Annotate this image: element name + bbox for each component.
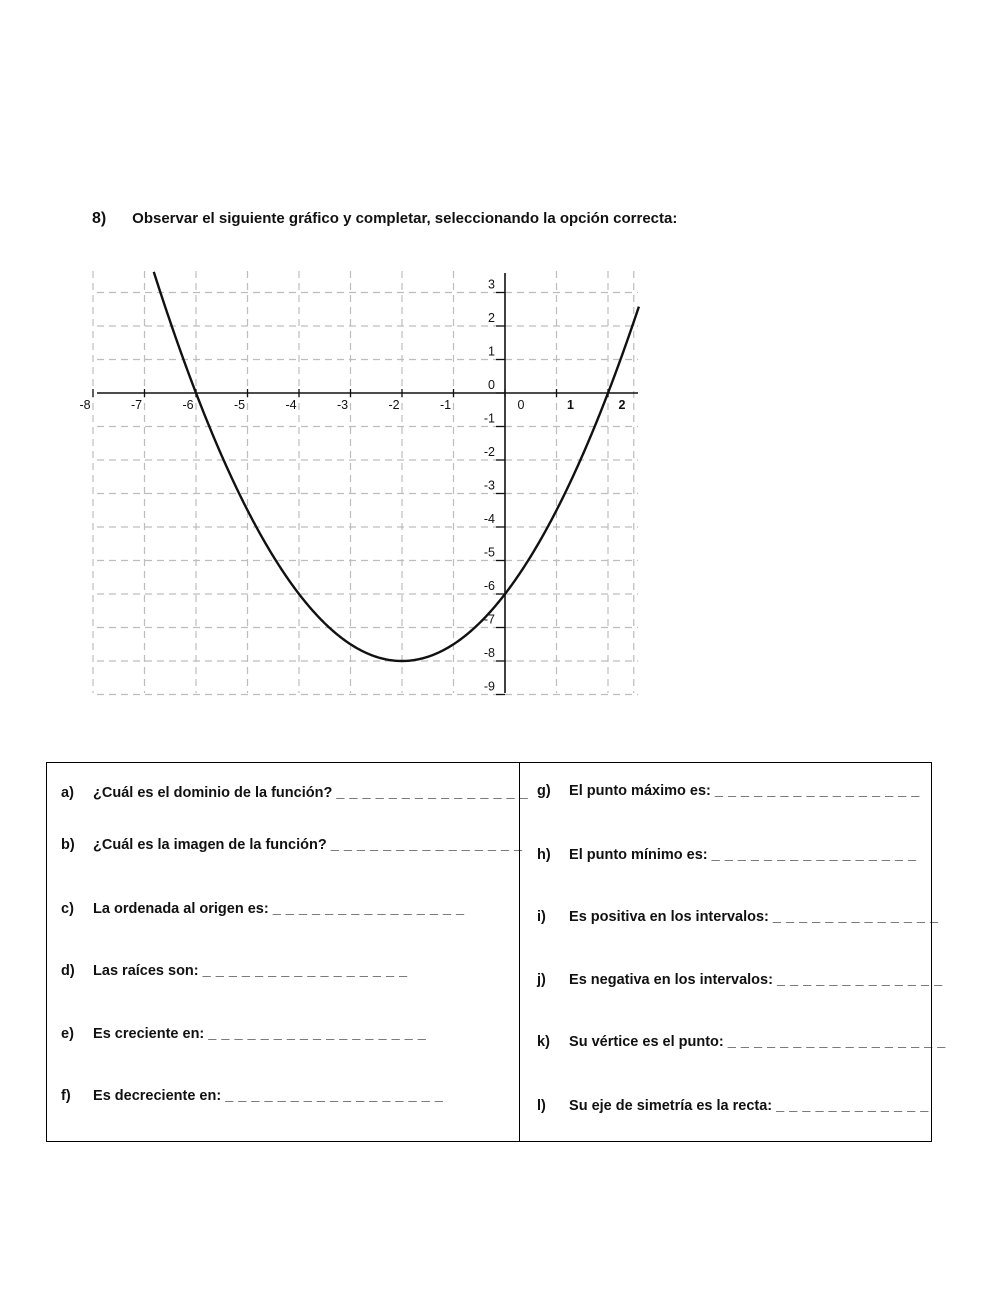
question-label: i): [537, 909, 546, 925]
y-tick-label: 0: [488, 378, 495, 392]
answer-blank[interactable]: _ _ _ _ _ _ _ _ _ _ _ _ _: [776, 972, 943, 988]
questions-table: [46, 762, 946, 1142]
question-c: [61, 901, 465, 917]
x-tick-label: -7: [130, 398, 143, 412]
answer-blank[interactable]: _ _ _ _ _ _ _ _ _ _ _ _ _ _ _: [336, 785, 529, 801]
y-tick-label: -6: [483, 579, 495, 593]
question-text: Es creciente en:: [93, 1026, 209, 1042]
question-h: [537, 847, 917, 863]
question-l: [537, 1098, 929, 1114]
question-i: [537, 909, 939, 925]
answer-blank[interactable]: _ _ _ _ _ _ _ _ _ _ _ _ _ _ _: [330, 837, 523, 853]
question-text: ¿Cuál es el dominio de la función?: [93, 785, 333, 801]
y-tick-label: -7: [483, 612, 495, 627]
question-text: Su eje de simetría es la recta:: [569, 1098, 773, 1114]
parabola-curve: [154, 272, 639, 661]
answer-blank[interactable]: _ _ _ _ _ _ _ _ _ _ _ _ _ _ _ _: [714, 783, 920, 799]
y-tick-label: -5: [483, 545, 495, 560]
parabola-graph: [79, 265, 640, 695]
question-label: h): [537, 847, 551, 863]
x-tick-label: 2: [618, 398, 626, 412]
answer-blank[interactable]: _ _ _ _ _ _ _ _ _ _ _ _ _ _ _ _ _: [727, 1034, 946, 1050]
question-g: [537, 783, 920, 799]
question-text: Es decreciente en:: [93, 1088, 222, 1104]
question-label: f): [61, 1088, 71, 1104]
y-tick-label: -1: [483, 411, 495, 426]
question-e: [61, 1026, 426, 1042]
answer-blank[interactable]: _ _ _ _ _ _ _ _ _ _ _ _: [776, 1098, 929, 1114]
exercise-instruction: Observar el siguiente gráfico y completar, seleccionando la opción correcta:: [132, 210, 678, 227]
x-tick-label: -2: [388, 398, 400, 412]
question-b: [61, 837, 523, 853]
question-text: Su vértice es el punto:: [569, 1034, 724, 1050]
question-text: ¿Cuál es la imagen de la función?: [93, 837, 327, 853]
x-tick-label: -6: [182, 398, 194, 412]
question-k: [537, 1034, 946, 1050]
column-divider: [519, 763, 520, 1141]
y-tick-label: -3: [483, 478, 495, 493]
exercise-number: 8): [92, 210, 107, 227]
question-j: [537, 972, 943, 988]
x-tick-label: 1: [567, 398, 574, 412]
question-f: [61, 1088, 443, 1104]
y-tick-label: 1: [488, 344, 495, 359]
question-label: a): [61, 785, 74, 801]
y-tick-label: -2: [483, 445, 495, 459]
question-text: El punto mínimo es:: [569, 847, 708, 863]
answer-blank[interactable]: _ _ _ _ _ _ _ _ _ _ _ _ _ _ _ _: [711, 847, 917, 863]
question-text: El punto máximo es:: [569, 783, 711, 799]
answer-blank[interactable]: _ _ _ _ _ _ _ _ _ _ _ _ _ _ _ _: [202, 963, 408, 979]
question-text: La ordenada al origen es:: [93, 901, 273, 917]
question-label: e): [61, 1026, 74, 1042]
x-tick-label: -5: [233, 398, 246, 412]
exercise-heading: [92, 210, 677, 228]
answer-blank[interactable]: _ _ _ _ _ _ _ _ _ _ _ _ _: [772, 909, 939, 925]
answer-blank[interactable]: _ _ _ _ _ _ _ _ _ _ _ _ _ _ _ _ _: [225, 1088, 444, 1104]
question-label: g): [537, 783, 551, 799]
question-label: j): [537, 972, 546, 988]
y-tick-label: -4: [483, 512, 495, 526]
question-label: b): [61, 837, 75, 853]
x-tick-label: -3: [336, 398, 349, 412]
x-tick-label: -1: [439, 398, 452, 412]
x-tick-label: -4: [285, 398, 297, 412]
y-tick-label: 3: [488, 277, 495, 292]
answer-blank[interactable]: _ _ _ _ _ _ _ _ _ _ _ _ _ _ _: [272, 901, 465, 917]
x-tick-label: -8: [79, 398, 91, 412]
question-label: c): [61, 901, 74, 917]
question-d: [61, 963, 408, 979]
y-tick-label: -8: [483, 646, 495, 660]
tick-labels: [79, 278, 625, 694]
question-text: Las raíces son:: [93, 963, 203, 979]
question-label: k): [537, 1034, 550, 1050]
answer-blank[interactable]: _ _ _ _ _ _ _ _ _ _ _ _ _ _ _ _ _: [208, 1026, 427, 1042]
question-a: [61, 785, 528, 801]
question-text: Es negativa en los intervalos:: [569, 972, 773, 988]
question-text: Es positiva en los intervalos:: [569, 909, 769, 925]
y-tick-label: -9: [483, 679, 495, 694]
y-tick-label: 2: [488, 311, 495, 325]
x-tick-label: 0: [517, 398, 525, 412]
question-label: d): [61, 963, 75, 979]
question-label: l): [537, 1098, 546, 1114]
